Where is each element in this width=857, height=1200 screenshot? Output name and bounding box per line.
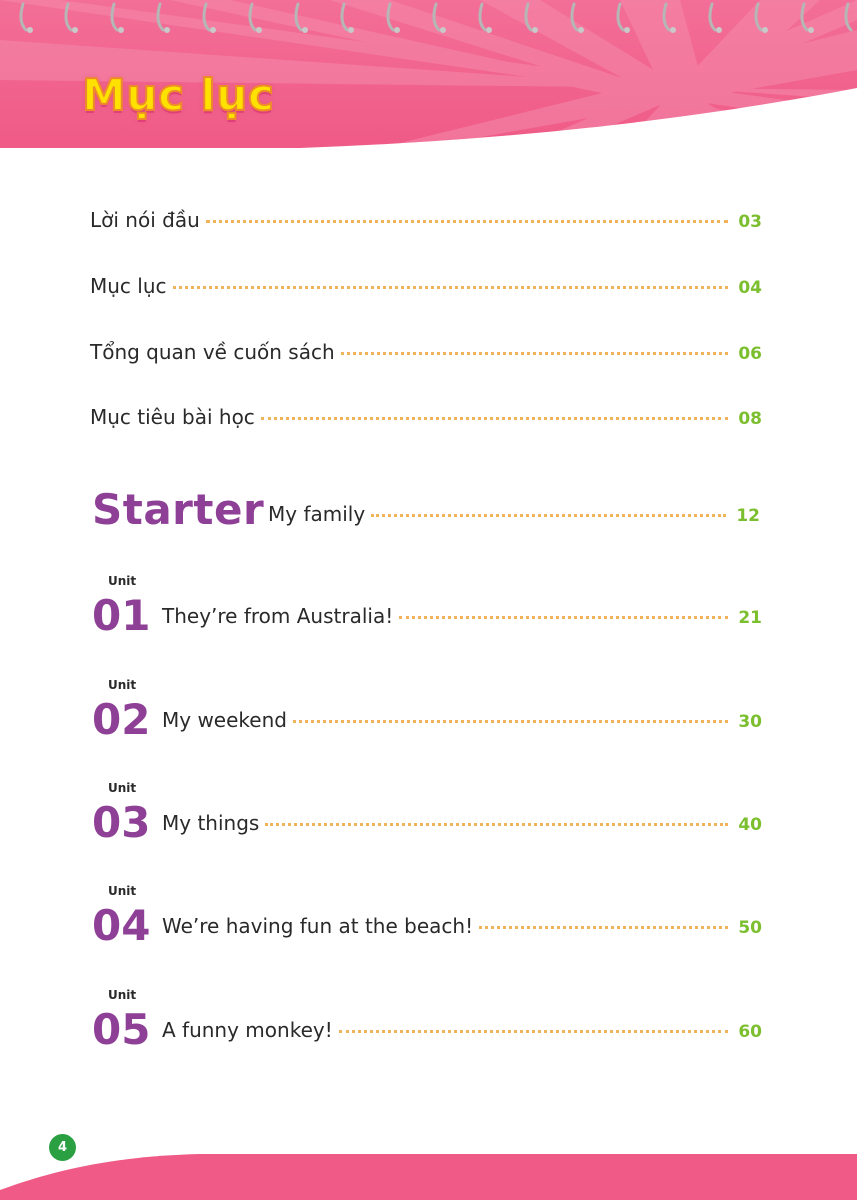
toc-label: They’re from Australia! — [162, 604, 394, 628]
toc-row-overview[interactable] — [90, 340, 762, 364]
toc-label: A funny monkey! — [162, 1018, 333, 1042]
leader-dots — [399, 616, 728, 619]
page-title: Mục lục — [82, 70, 275, 121]
leader-dots — [173, 286, 729, 289]
toc-label: Mục tiêu bài học — [90, 405, 255, 429]
footer-band — [0, 1150, 857, 1200]
toc-label: Lời nói đầu — [90, 208, 200, 232]
unit-number: 04 — [92, 901, 151, 950]
unit-caption: Unit — [108, 884, 137, 898]
toc-page-number: 50 — [738, 918, 762, 938]
leader-dots — [206, 220, 729, 223]
toc-label: My things — [162, 811, 260, 835]
unit-caption: Unit — [108, 678, 137, 692]
toc-label: My weekend — [162, 708, 287, 732]
toc-page-number: 03 — [738, 212, 762, 232]
leader-dots — [479, 926, 728, 929]
toc-row-unit-05[interactable] — [162, 1018, 762, 1042]
toc-page-number: 60 — [738, 1022, 762, 1042]
unit-number: 02 — [92, 695, 151, 744]
leader-dots — [339, 1030, 729, 1033]
toc-label: Mục lục — [90, 274, 167, 298]
toc-row-contents[interactable] — [90, 274, 762, 298]
leader-dots — [293, 720, 728, 723]
toc-page-number: 08 — [738, 409, 762, 429]
starter-heading: Starter — [92, 485, 265, 534]
toc-row-unit-03[interactable] — [162, 811, 762, 835]
toc-row-starter[interactable] — [268, 502, 760, 526]
toc-label: My family — [268, 502, 366, 526]
toc-page-number: 12 — [736, 506, 760, 526]
toc-page-number: 40 — [738, 815, 762, 835]
unit-caption: Unit — [108, 574, 137, 588]
toc-page-number: 06 — [738, 344, 762, 364]
header-band — [0, 0, 857, 148]
unit-number: 01 — [92, 591, 151, 640]
unit-caption: Unit — [108, 988, 137, 1002]
toc-page-number: 30 — [738, 712, 762, 732]
leader-dots — [265, 823, 728, 826]
toc-page-number: 21 — [738, 608, 762, 628]
toc-label: We’re having fun at the beach! — [162, 914, 474, 938]
leader-dots — [341, 352, 729, 355]
toc-row-objectives[interactable] — [90, 405, 762, 429]
unit-number: 05 — [92, 1005, 151, 1054]
toc-row-unit-04[interactable] — [162, 914, 762, 938]
unit-caption: Unit — [108, 781, 137, 795]
leader-dots — [371, 514, 726, 517]
toc-row-preface[interactable] — [90, 208, 762, 232]
toc-label: Tổng quan về cuốn sách — [90, 340, 335, 364]
toc-page-number: 04 — [738, 278, 762, 298]
unit-number: 03 — [92, 798, 151, 847]
leader-dots — [261, 417, 729, 420]
spiral-binding-rings — [0, 0, 857, 40]
toc-row-unit-02[interactable] — [162, 708, 762, 732]
page-number-badge: 4 — [49, 1134, 76, 1161]
toc-row-unit-01[interactable] — [162, 604, 762, 628]
